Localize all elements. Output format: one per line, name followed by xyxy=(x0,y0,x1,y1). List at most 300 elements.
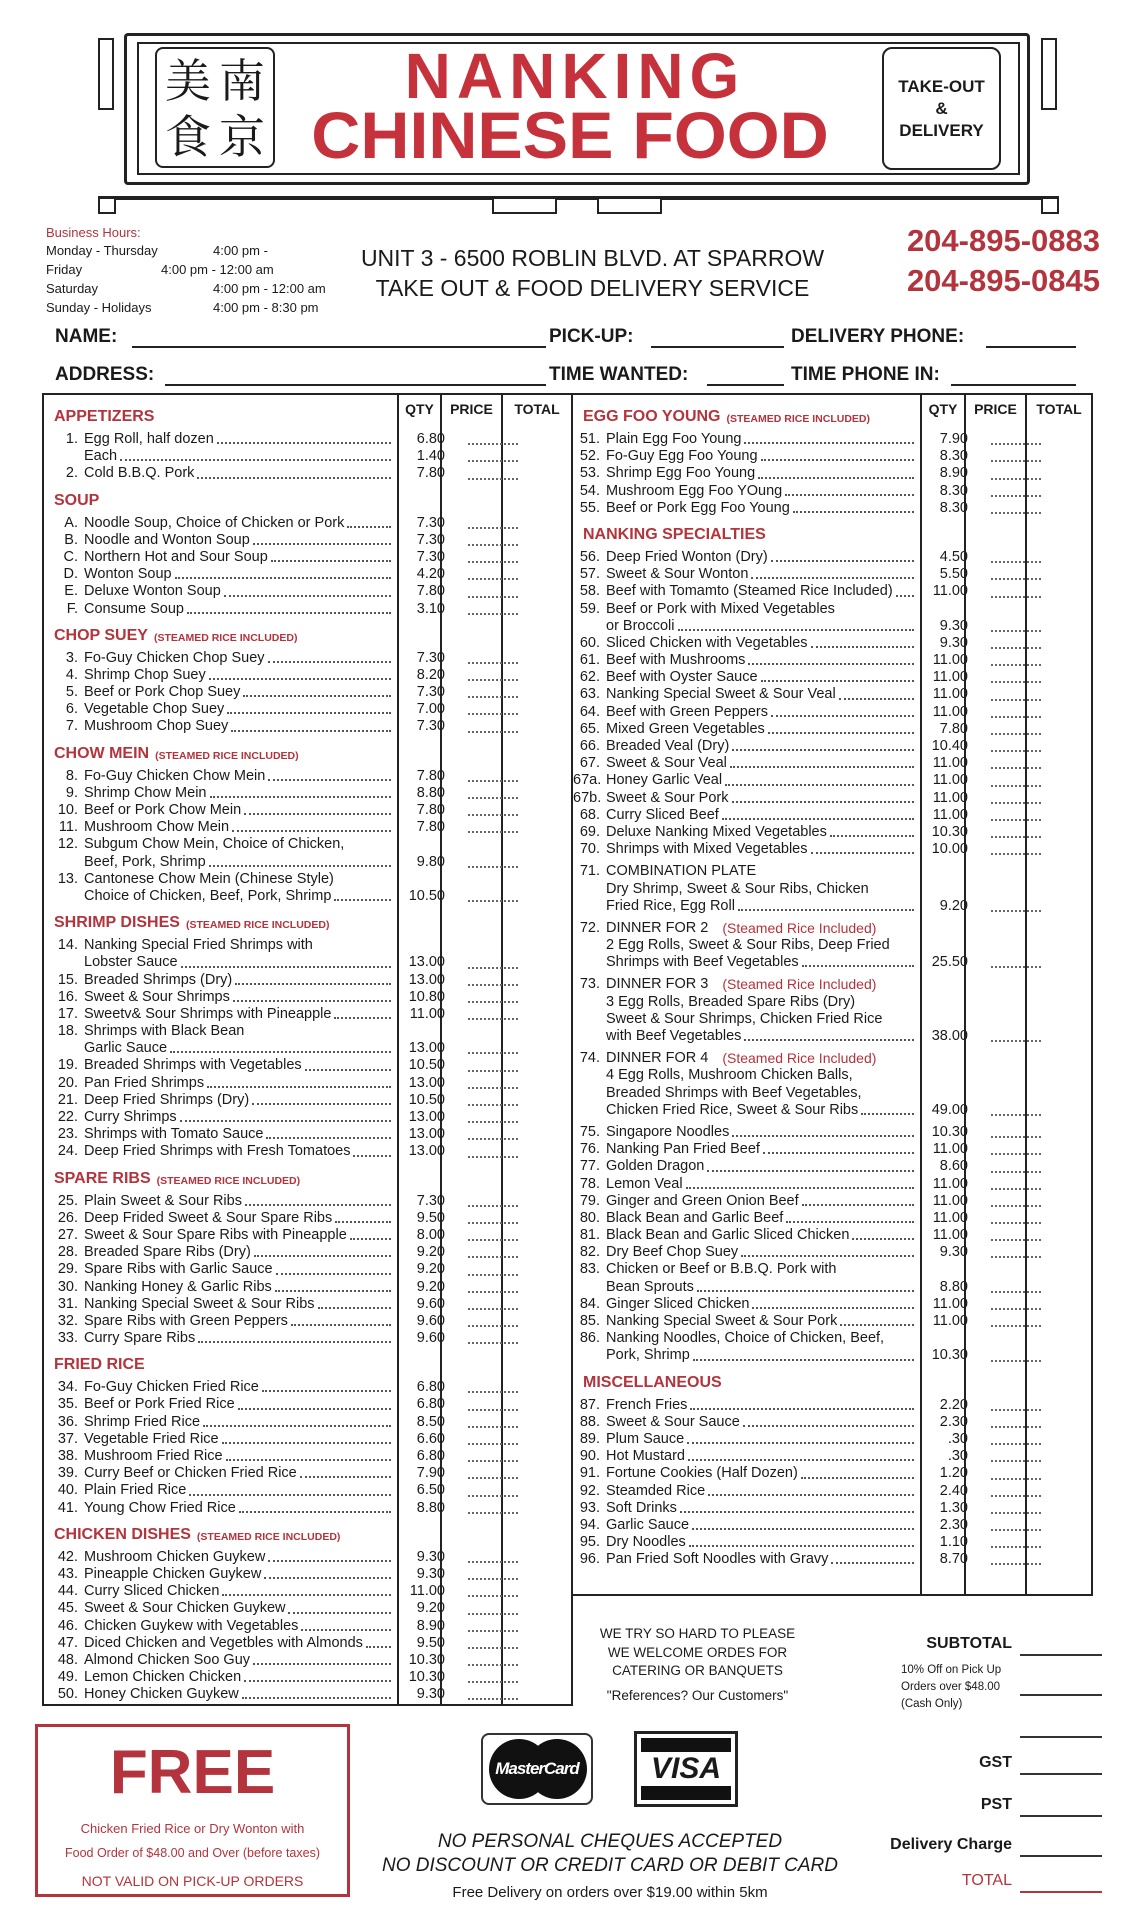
dot-leader xyxy=(207,1075,391,1088)
total-field[interactable] xyxy=(991,1465,1041,1479)
total-field[interactable] xyxy=(991,500,1041,514)
total-field[interactable] xyxy=(991,1210,1041,1224)
subtotal-label: SUBTOTAL xyxy=(926,1635,1012,1652)
item-name-text: Sweet & Sour Wonton xyxy=(606,566,749,583)
total-field[interactable] xyxy=(991,583,1041,597)
item-number: 53. xyxy=(579,465,600,482)
total-field[interactable] xyxy=(991,1517,1041,1531)
total-field[interactable] xyxy=(468,532,518,546)
total-field[interactable] xyxy=(991,1551,1041,1565)
total-field[interactable] xyxy=(991,772,1041,786)
menu-item-line xyxy=(573,920,1091,937)
item-name-text: Spare Ribs with Garlic Sauce xyxy=(84,1261,273,1278)
item-name-text: Breaded Shrimps with Vegetables xyxy=(84,1057,302,1074)
menu-item xyxy=(44,1143,571,1160)
item-price: 7.80 xyxy=(416,583,445,600)
item-name xyxy=(84,1279,391,1296)
total-field[interactable] xyxy=(468,972,518,986)
pickup-label: PICK-UP: xyxy=(549,326,634,347)
total-field[interactable] xyxy=(468,1109,518,1123)
dot-leader xyxy=(181,954,391,967)
menu-item xyxy=(44,1396,571,1413)
total-field[interactable] xyxy=(468,854,518,868)
total-field[interactable] xyxy=(991,483,1041,497)
total-field[interactable] xyxy=(991,618,1041,632)
total-field[interactable] xyxy=(991,652,1041,666)
total-field[interactable] xyxy=(468,549,518,563)
item-name xyxy=(84,854,391,871)
item-name-text: Dry Noodles xyxy=(606,1534,686,1551)
address-field[interactable] xyxy=(165,384,546,386)
item-price: 7.30 xyxy=(416,548,445,565)
dot-leader xyxy=(785,483,914,496)
item-price: 9.20 xyxy=(416,1278,445,1295)
item-name-text: Curry Spare Ribs xyxy=(84,1330,196,1347)
name-field[interactable] xyxy=(132,346,546,348)
total-field[interactable] xyxy=(468,1296,518,1310)
item-number xyxy=(44,448,84,465)
item-name-text: Pineapple Chicken Guykew xyxy=(84,1565,262,1582)
section-title: CHOP SUEY xyxy=(54,626,148,644)
total-field[interactable] xyxy=(991,1347,1041,1361)
item-price: 9.60 xyxy=(416,1330,445,1347)
menu-item xyxy=(44,1210,571,1227)
total-field[interactable] xyxy=(991,841,1041,855)
item-name-text: Mushroom Chicken Guykew xyxy=(84,1548,266,1565)
total-field[interactable] xyxy=(468,701,518,715)
menu-item xyxy=(44,1583,571,1600)
total-field[interactable] xyxy=(991,1500,1041,1514)
item-number: 61. xyxy=(579,652,600,669)
total-field[interactable] xyxy=(468,1600,518,1614)
total-field[interactable] xyxy=(991,465,1041,479)
item-number: 18. xyxy=(57,1023,78,1040)
total-field[interactable] xyxy=(468,1313,518,1327)
item-name xyxy=(84,1143,391,1160)
hours-days: Monday - Thursday xyxy=(46,243,158,258)
item-name xyxy=(84,566,391,583)
menu-item-line xyxy=(573,583,1091,600)
menu-item-line xyxy=(44,701,571,718)
total-field[interactable] xyxy=(991,1448,1041,1462)
total-field[interactable] xyxy=(468,1448,518,1462)
total-field[interactable] xyxy=(991,448,1041,462)
total-field[interactable] xyxy=(991,790,1041,804)
item-name xyxy=(84,1244,391,1261)
item-number: 36. xyxy=(57,1413,78,1430)
menu-item-line xyxy=(44,1143,571,1160)
total-field[interactable] xyxy=(991,807,1041,821)
menu-item xyxy=(44,937,571,971)
menu-item xyxy=(44,1006,571,1023)
total-field[interactable] xyxy=(468,566,518,580)
item-name xyxy=(84,871,391,888)
total-field[interactable] xyxy=(1020,1891,1102,1893)
pst-field[interactable] xyxy=(1020,1815,1102,1817)
total-field[interactable] xyxy=(468,601,518,615)
dot-leader xyxy=(266,1126,391,1139)
item-name xyxy=(84,1583,391,1600)
menu-item xyxy=(44,431,571,448)
dot-leader xyxy=(305,1057,391,1070)
item-price: 7.80 xyxy=(416,819,445,836)
item-number: 63. xyxy=(579,686,600,703)
dot-leader xyxy=(801,1465,914,1478)
total-field[interactable] xyxy=(468,1583,518,1597)
dot-leader xyxy=(680,1500,914,1513)
item-number: 74. xyxy=(579,1050,600,1067)
total-field[interactable] xyxy=(991,1158,1041,1172)
item-name xyxy=(84,888,391,905)
item-price: 25.50 xyxy=(931,954,968,971)
total-field[interactable] xyxy=(991,1227,1041,1241)
total-field[interactable] xyxy=(991,824,1041,838)
item-name-text: Nanking Special Sweet & Sour Ribs xyxy=(84,1295,315,1312)
total-field[interactable] xyxy=(468,1193,518,1207)
total-field[interactable] xyxy=(468,1040,518,1054)
restaurant-name: NANKING xyxy=(404,40,746,112)
time-wanted-label: TIME WANTED: xyxy=(549,364,689,385)
total-field[interactable] xyxy=(991,635,1041,649)
total-field[interactable] xyxy=(468,718,518,732)
item-name-text: Hot Mustard xyxy=(606,1448,685,1465)
item-name xyxy=(84,937,391,954)
item-price: 10.30 xyxy=(408,1669,445,1686)
dot-leader xyxy=(268,768,391,781)
time-phone-in-field[interactable] xyxy=(951,384,1076,386)
total-field[interactable] xyxy=(991,954,1041,968)
menu-item xyxy=(573,1517,1091,1534)
total-field[interactable] xyxy=(468,1465,518,1479)
item-price: 38.00 xyxy=(931,1028,968,1044)
item-number: 96. xyxy=(579,1551,600,1568)
delivery-charge-field[interactable] xyxy=(1020,1855,1102,1857)
item-note: (Steamed Rice Included) xyxy=(722,1050,877,1067)
total-field[interactable] xyxy=(991,1141,1041,1155)
total-field[interactable] xyxy=(991,431,1041,445)
item-name-text: Egg Roll, half dozen xyxy=(84,431,214,447)
total-field[interactable] xyxy=(468,1686,518,1700)
menu-item-line xyxy=(573,841,1091,858)
dot-leader xyxy=(243,684,391,697)
free-offer-line: Food Order of $48.00 and Over (before taxes) xyxy=(65,1846,320,1860)
menu-item xyxy=(573,1431,1091,1448)
item-price: 9.50 xyxy=(416,1209,445,1226)
item-price: 5.50 xyxy=(939,566,968,583)
item-number: B. xyxy=(64,531,78,548)
delivery-phone-field[interactable] xyxy=(986,346,1076,348)
dot-leader xyxy=(245,1193,391,1206)
item-number: 39. xyxy=(57,1465,78,1482)
item-name xyxy=(84,1193,391,1210)
menu-item xyxy=(573,500,1091,517)
total-field[interactable] xyxy=(468,1669,518,1683)
item-name xyxy=(84,1396,391,1413)
total-field[interactable] xyxy=(468,1635,518,1649)
item-price: 2.30 xyxy=(939,1413,968,1430)
menu-item-line xyxy=(44,1549,571,1566)
dot-leader xyxy=(187,601,391,614)
total-field[interactable] xyxy=(991,1244,1041,1258)
menu-item-line xyxy=(44,1686,571,1703)
total-field[interactable] xyxy=(468,515,518,529)
total-field[interactable] xyxy=(468,1244,518,1258)
total-field[interactable] xyxy=(468,650,518,664)
total-field[interactable] xyxy=(468,1431,518,1445)
discount-field[interactable] xyxy=(1020,1694,1102,1696)
item-name xyxy=(606,841,914,858)
item-number xyxy=(573,994,606,1011)
item-number: 30. xyxy=(57,1278,78,1295)
menu-item-line xyxy=(573,1210,1091,1227)
total-field[interactable] xyxy=(468,1092,518,1106)
item-name-text: or Broccoli xyxy=(606,617,675,634)
total-header: TOTAL xyxy=(1036,401,1082,417)
total-field[interactable] xyxy=(991,704,1041,718)
menu-item xyxy=(44,718,571,735)
dot-leader xyxy=(209,667,391,680)
total-field[interactable] xyxy=(468,1210,518,1224)
item-name xyxy=(606,920,914,937)
total-field[interactable] xyxy=(468,1414,518,1428)
section-heading xyxy=(44,736,571,768)
total-field[interactable] xyxy=(991,1397,1041,1411)
total-field[interactable] xyxy=(468,1261,518,1275)
badge-line: & xyxy=(935,98,948,118)
total-field[interactable] xyxy=(468,1379,518,1393)
total-field[interactable] xyxy=(468,888,518,902)
item-name-text: Deep Fried Shrimps (Dry) xyxy=(84,1091,250,1108)
total-field[interactable] xyxy=(991,738,1041,752)
total-field[interactable] xyxy=(468,1330,518,1344)
total-field[interactable] xyxy=(991,549,1041,563)
total-field[interactable] xyxy=(468,684,518,698)
section-heading xyxy=(44,1161,571,1193)
dot-leader xyxy=(725,772,914,785)
item-number: 35. xyxy=(57,1396,78,1413)
total-field[interactable] xyxy=(468,802,518,816)
total-field[interactable] xyxy=(468,1500,518,1514)
banner-post-right xyxy=(1041,38,1057,110)
total-field[interactable] xyxy=(468,1143,518,1157)
dot-leader xyxy=(264,1566,391,1579)
menu-item xyxy=(44,465,571,482)
total-field[interactable] xyxy=(991,1124,1041,1138)
dot-leader xyxy=(209,854,391,867)
item-number: 33. xyxy=(57,1330,78,1347)
gst-field[interactable] xyxy=(1020,1773,1102,1775)
item-number xyxy=(44,1040,84,1057)
total-field[interactable] xyxy=(991,1414,1041,1428)
item-name xyxy=(84,1092,391,1109)
menu-item xyxy=(573,1534,1091,1551)
phone-number: 204-895-0883 xyxy=(906,223,1100,258)
menu-item-line xyxy=(44,1396,571,1413)
dot-leader xyxy=(231,718,391,731)
menu-item-line xyxy=(573,738,1091,755)
item-name-text: Vegetable Chop Suey xyxy=(84,701,225,718)
total-field[interactable] xyxy=(468,989,518,1003)
item-name-text: Subgum Chow Mein, Choice of Chicken, xyxy=(84,836,345,853)
time-wanted-field[interactable] xyxy=(707,384,784,386)
item-name xyxy=(84,448,391,465)
item-name-text: Beef, Pork, Shrimp xyxy=(84,853,206,870)
total-field[interactable] xyxy=(468,1566,518,1580)
total-field[interactable] xyxy=(468,448,518,462)
total-field[interactable] xyxy=(468,1057,518,1071)
price-header: PRICE xyxy=(450,401,493,417)
item-price: 1.20 xyxy=(939,1465,968,1482)
menu-item-line xyxy=(44,583,571,600)
menu-item-line xyxy=(44,802,571,819)
menu-item xyxy=(44,583,571,600)
total-field[interactable] xyxy=(991,721,1041,735)
dot-leader xyxy=(347,515,391,528)
please-line: CATERING OR BANQUETS xyxy=(612,1663,783,1678)
total-field[interactable] xyxy=(991,1028,1041,1042)
item-number: 82. xyxy=(579,1244,600,1261)
total-field[interactable] xyxy=(991,755,1041,769)
menu-item-line xyxy=(44,1618,571,1635)
item-price: 8.90 xyxy=(939,465,968,482)
total-field[interactable] xyxy=(468,1396,518,1410)
total-field[interactable] xyxy=(991,898,1041,912)
free-headline: FREE xyxy=(109,1738,276,1807)
total-field[interactable] xyxy=(468,1126,518,1140)
section-title: MISCELLANEOUS xyxy=(583,1373,722,1391)
menu-item xyxy=(573,1124,1091,1141)
total-field[interactable] xyxy=(468,1227,518,1241)
total-field[interactable] xyxy=(468,785,518,799)
total-field[interactable] xyxy=(991,1102,1041,1116)
menu-item-line xyxy=(44,888,571,905)
menu-item xyxy=(44,1482,571,1499)
total-field[interactable] xyxy=(468,768,518,782)
item-number: 85. xyxy=(579,1313,600,1329)
hours-label: Business Hours: xyxy=(46,225,141,240)
hours-time: 4:00 pm - 12:00 am xyxy=(213,281,326,296)
total-field[interactable] xyxy=(468,1006,518,1020)
item-number: 25. xyxy=(57,1192,78,1209)
item-name-text: Fo-Guy Chicken Chow Mein xyxy=(84,767,266,784)
menu-item xyxy=(573,1176,1091,1193)
total-field[interactable] xyxy=(468,1279,518,1293)
subtotal-field[interactable] xyxy=(1020,1654,1102,1656)
menu-item xyxy=(44,1379,571,1396)
item-number: 7. xyxy=(65,718,78,735)
item-price: 11.00 xyxy=(932,583,968,600)
item-name-text: Mixed Green Vegetables xyxy=(606,720,765,737)
item-name-text: DINNER FOR 2 xyxy=(606,919,709,936)
item-number: 17. xyxy=(57,1005,78,1022)
badge-line: DELIVERY xyxy=(899,120,984,140)
item-price: 8.60 xyxy=(939,1158,968,1175)
item-name xyxy=(84,1330,391,1347)
menu-item-line xyxy=(573,1176,1091,1193)
item-number: 50. xyxy=(57,1686,78,1703)
pickup-field[interactable] xyxy=(651,346,784,348)
menu-item xyxy=(573,1397,1091,1414)
menu-item xyxy=(573,652,1091,669)
dot-leader xyxy=(262,1379,391,1392)
item-name xyxy=(606,669,914,686)
total-field[interactable] xyxy=(468,1618,518,1632)
total-field[interactable] xyxy=(468,431,518,445)
item-name-text: Almond Chicken Soo Guy xyxy=(84,1651,251,1668)
menu-item xyxy=(573,807,1091,824)
menu-item xyxy=(573,863,1091,915)
item-name-text: Curry Shrimps xyxy=(84,1109,177,1125)
total-field[interactable] xyxy=(468,583,518,597)
item-price: 1.40 xyxy=(416,448,445,465)
item-name xyxy=(84,1296,391,1313)
item-number: 9. xyxy=(65,784,78,801)
item-price: 13.00 xyxy=(408,1126,445,1143)
total-field[interactable] xyxy=(468,1075,518,1089)
dot-leader xyxy=(687,1431,914,1444)
menu-item xyxy=(573,976,1091,1045)
item-name-text: Beef or Pork Egg Foo Young xyxy=(606,499,790,516)
total-field[interactable] xyxy=(991,1296,1041,1310)
item-price: 11.00 xyxy=(932,772,968,789)
total-field[interactable] xyxy=(991,686,1041,700)
dot-leader xyxy=(334,1006,391,1019)
menu-item xyxy=(44,684,571,701)
menu-item xyxy=(44,601,571,618)
menu-item-line xyxy=(44,1057,571,1074)
total-field[interactable] xyxy=(991,1279,1041,1293)
item-price: 9.60 xyxy=(416,1312,445,1329)
total-field[interactable] xyxy=(468,1549,518,1563)
blank-field[interactable] xyxy=(1020,1736,1102,1738)
total-field[interactable] xyxy=(991,1483,1041,1497)
item-name-text: Sweet & Sour Veal xyxy=(606,755,727,772)
menu-item-line xyxy=(573,1158,1091,1175)
item-name-text: Breaded Shrimps (Dry) xyxy=(84,971,233,988)
menu-item xyxy=(44,1635,571,1652)
total-field[interactable] xyxy=(468,1482,518,1496)
item-number xyxy=(573,618,606,635)
total-field[interactable] xyxy=(991,1193,1041,1207)
total-field[interactable] xyxy=(991,1176,1041,1190)
item-price: 4.50 xyxy=(939,548,968,565)
total-field[interactable] xyxy=(468,1652,518,1666)
menu-item-line xyxy=(44,1465,571,1482)
item-number xyxy=(573,1067,606,1084)
menu-item-line xyxy=(573,549,1091,566)
mastercard-text: MasterCard xyxy=(495,1759,579,1778)
item-name-text: Garlic Sauce xyxy=(606,1516,690,1533)
menu-item-line xyxy=(44,1296,571,1313)
total-field[interactable] xyxy=(991,669,1041,683)
total-field[interactable] xyxy=(991,1313,1041,1327)
total-field[interactable] xyxy=(991,1431,1041,1445)
item-number xyxy=(573,954,606,971)
total-field[interactable] xyxy=(468,465,518,479)
total-field[interactable] xyxy=(468,954,518,968)
item-price: 10.30 xyxy=(931,823,968,840)
total-field[interactable] xyxy=(991,1534,1041,1548)
menu-item-line xyxy=(573,994,1091,1011)
total-field[interactable] xyxy=(468,819,518,833)
item-name xyxy=(84,1109,391,1126)
item-number: 66. xyxy=(579,738,600,754)
menu-item-line xyxy=(573,1330,1091,1347)
menu-item xyxy=(44,448,571,465)
total-field[interactable] xyxy=(468,667,518,681)
menu-item xyxy=(44,1023,571,1057)
total-field[interactable] xyxy=(991,566,1041,580)
